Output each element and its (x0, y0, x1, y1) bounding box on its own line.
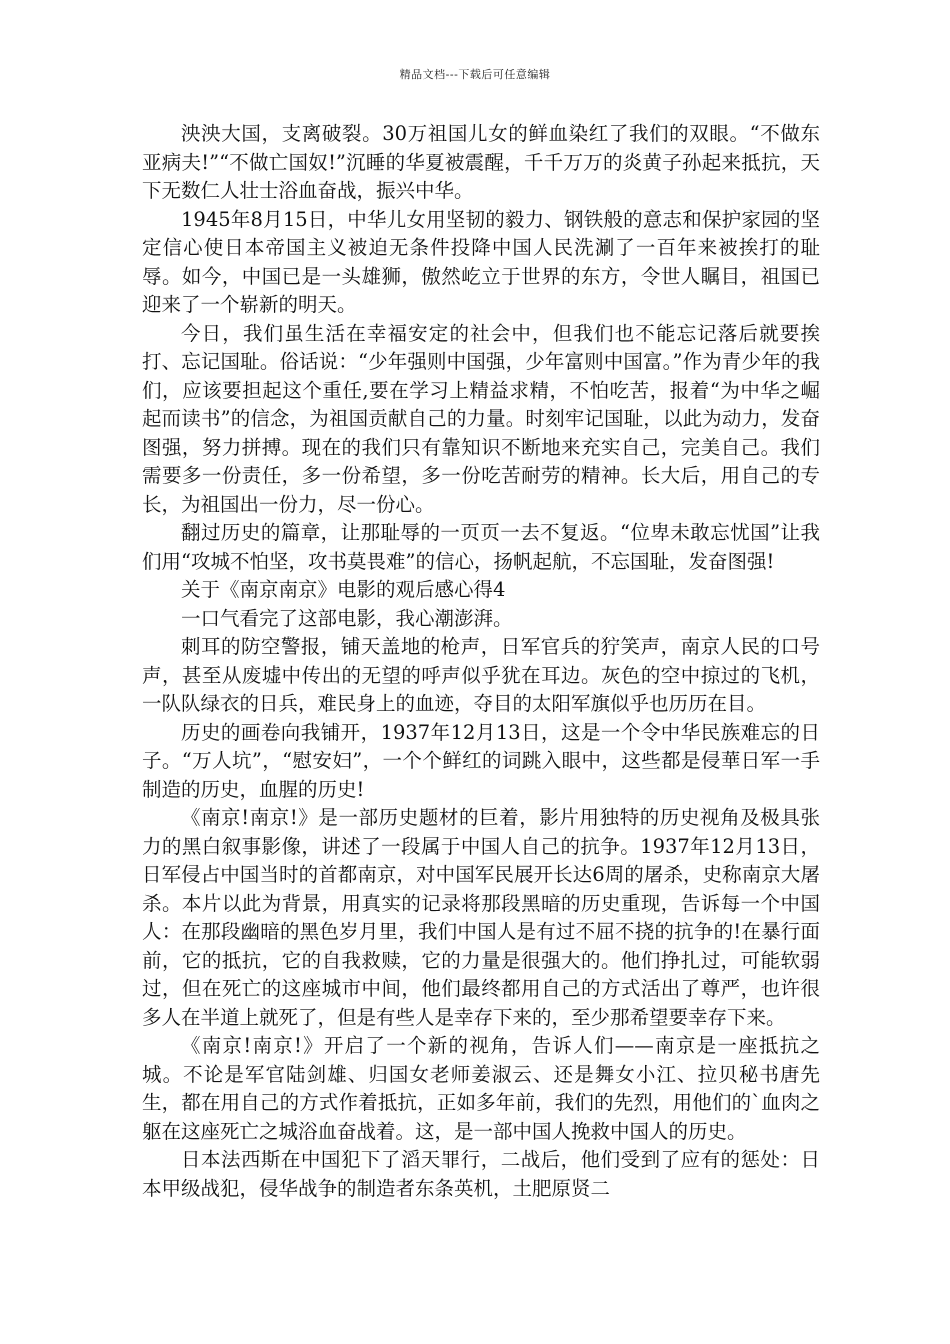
paragraph-3: 今日，我们虽生活在幸福安定的社会中，但我们也不能忘记落后就要挨打、忘记国耻。俗话说：“少年强则中国强，少年富则中国富。”作为青少年的我们，应该要担起这个重任,要在学习上精益求精，不怕吃苦，报着“为中华之崛起而读书”的信念，为祖国贡献自己的力量。时刻牢记国耻，以此为动力，发奋图强，努力拼搏。现在的我们只有靠知识不断地来充实自己，完美自己。我们需要多一份责任，多一份希望，多一份吃苦耐劳的精神。长大后，用自己的专长，为祖国出一份力，尽一份心。 (142, 321, 820, 516)
paragraph-1: 泱泱大国，支离破裂。30万祖国儿女的鲜血染红了我们的双眼。“不做东亚病夫!”“不做亡国奴!”沉睡的华夏被震醒，千千万万的炎黄子孙起来抵抗，天下无数仁人壮士浴血奋战，振兴中华。 (142, 122, 820, 202)
paragraph-6: 刺耳的防空警报，铺天盖地的枪声，日军官兵的狞笑声，南京人民的口号声，甚至从废墟中传出的无望的呼声似乎犹在耳边。灰色的空中掠过的飞机，一队队绿衣的日兵，难民身上的血迹，夺目的太阳军旗似乎也历历在目。 (142, 635, 820, 715)
paragraph-2: 1945年8月15日，中华儿女用坚韧的毅力、钢铁般的意志和保护家园的坚定信心使日本帝国主义被迫无条件投降中国人民洗涮了一百年来被挨打的耻辱。如今，中国已是一头雄狮，傲然屹立于世界的东方，令世人瞩目，祖国已迎来了一个崭新的明天。 (142, 207, 820, 316)
paragraph-9: 《南京!南京!》开启了一个新的视角，告诉人们——南京是一座抵抗之城。不论是军官陆剑雄、归国女老师姜淑云、还是舞女小江、拉贝秘书唐先生，都在用自己的方式作着抵抗，正如多年前，我们的先烈，用他们的`血肉之躯在这座死亡之城浴血奋战着。这，是一部中国人挽救中国人的历史。 (142, 1034, 820, 1143)
paragraph-10: 日本法西斯在中国犯下了滔天罪行，二战后，他们受到了应有的惩处：日本甲级战犯，侵华战争的制造者东条英机，土肥原贤二 (142, 1148, 820, 1200)
page-header-note: 精品文档---下载后可任意编辑 (399, 68, 551, 81)
paragraph-4: 翻过历史的篇章，让那耻辱的一页页一去不复返。“位卑未敢忘忧国”让我们用“攻城不怕坚，攻书莫畏难”的信心，扬帆起航，不忘国耻，发奋图强! (142, 521, 820, 573)
document-body (142, 120, 820, 1203)
paragraph-7: 历史的画卷向我铺开，1937年12月13日，这是一个令中华民族难忘的日子。“万人坑”，“慰安妇”，一个个鲜红的词跳入眼中，这些都是侵華日军一手制造的历史，血腥的历史! (142, 720, 820, 801)
section-title: 关于《南京南京》电影的观后感心得4 (181, 578, 506, 601)
paragraph-5: 一口气看完了这部电影，我心潮澎湃。 (181, 606, 513, 630)
paragraph-8: 《南京!南京!》是一部历史题材的巨着，影片用独特的历史视角及极具张力的黑白叙事影像，讲述了一段属于中国人自己的抗争。1937年12月13日，日军侵占中国当时的首都南京，对中国军民展开长达6周的屠杀，史称南京大屠杀。本片以此为背景，用真实的记录将那段黑暗的历史重现，告诉每一个中国人：在那段幽暗的黑色岁月里，我们中国人是有过不屈不挠的抗争的!在暴行面前，它的抵抗，它的自我救赎，它的力量是很强大的。他们挣扎过，可能软弱过，但在死亡的这座城市中间，他们最终都用自己的方式活出了尊严，也许很多人在半道上就死了，但是有些人是幸存下来的，至少那希望要幸存下来。 (142, 806, 820, 1029)
